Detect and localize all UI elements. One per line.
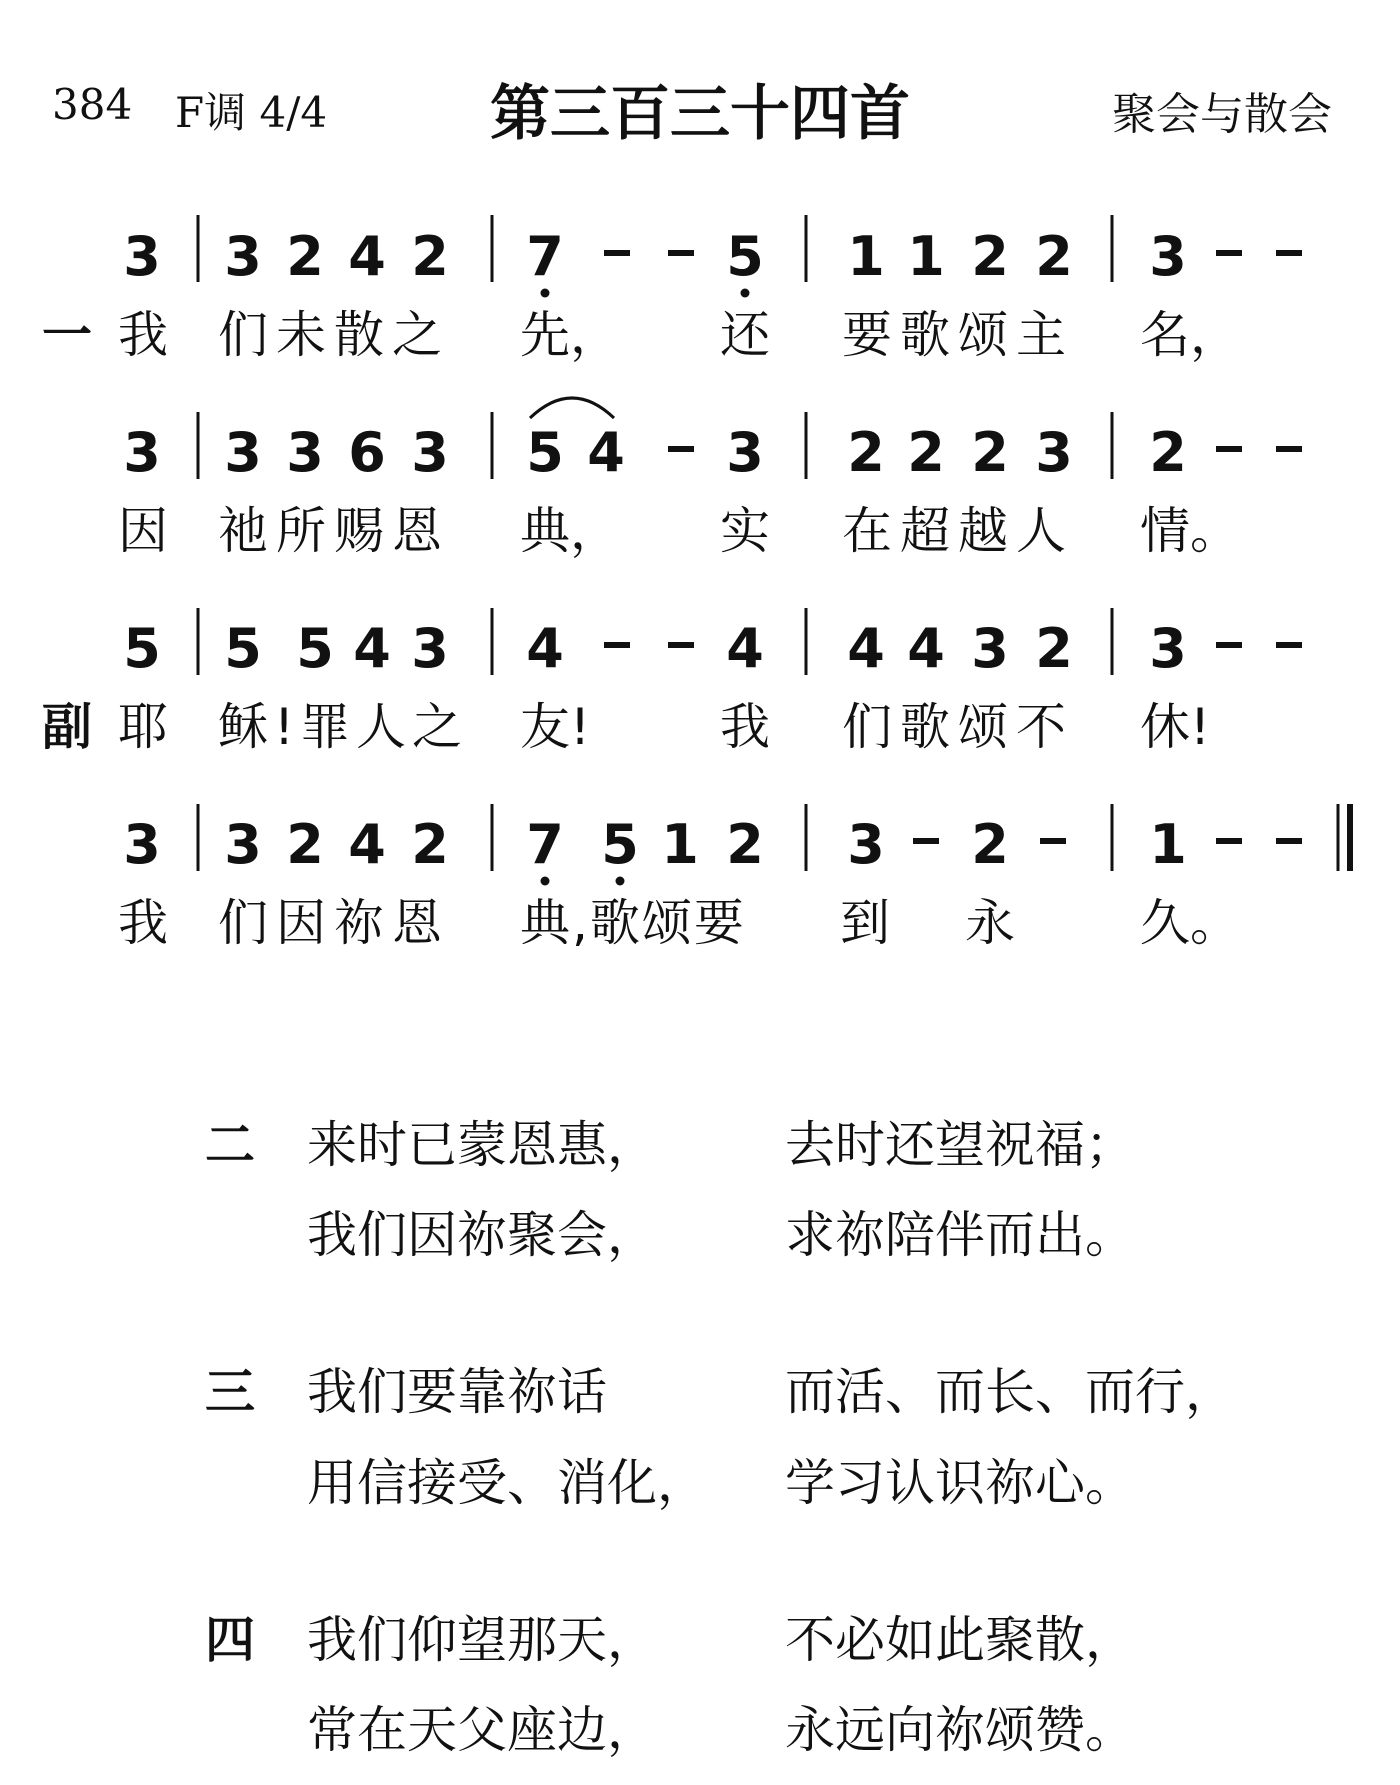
category-label: 聚会与散会 xyxy=(1112,89,1332,140)
verse-line: 求祢陪伴而出。 xyxy=(785,1206,1135,1264)
verse-line: 我们因祢聚会， xyxy=(307,1206,657,1264)
lyric: 们未散之 xyxy=(218,306,450,364)
verse-line: 常在天父座边， xyxy=(307,1701,657,1759)
hymn-title: 第三百三十四首 xyxy=(490,79,910,149)
verse-number: 四 xyxy=(205,1611,255,1669)
note: 2 xyxy=(971,225,1009,288)
note: 4 xyxy=(348,225,386,288)
note: 5 xyxy=(526,421,564,484)
lyric: 我 xyxy=(118,894,168,952)
lyric: 们因祢恩 xyxy=(218,894,450,952)
lyric-row-1 xyxy=(42,306,1240,364)
low-octave-dot xyxy=(541,289,550,298)
verse-label: 一 xyxy=(42,306,92,364)
verse-line: 我们要靠祢话 xyxy=(307,1363,607,1421)
note: 3 xyxy=(123,421,161,484)
lyric: 永 xyxy=(965,894,1015,952)
note: 5 xyxy=(726,225,764,288)
note: 3 xyxy=(1149,225,1187,288)
note: 3 xyxy=(224,813,262,876)
note: 7 xyxy=(526,225,564,288)
slur-mark xyxy=(530,398,614,418)
lyric: 先， xyxy=(520,306,620,364)
note: 2 xyxy=(726,813,764,876)
hold-dash xyxy=(604,250,630,256)
hold-dash xyxy=(668,250,694,256)
note: 1 xyxy=(661,813,699,876)
lyric: 名， xyxy=(1140,306,1240,364)
note: 2 xyxy=(411,813,449,876)
note: 2 xyxy=(1149,421,1187,484)
lyric: 们歌颂不 xyxy=(842,698,1074,756)
hold-dash xyxy=(1216,446,1242,452)
hold-dash xyxy=(1216,642,1242,648)
hold-dash xyxy=(1276,642,1302,648)
note: 4 xyxy=(907,617,945,680)
lyric: 典， xyxy=(520,502,620,560)
note: 4 xyxy=(587,421,625,484)
verse-number: 二 xyxy=(205,1116,255,1174)
lyric: 我 xyxy=(118,306,168,364)
note: 3 xyxy=(1149,617,1187,680)
lyric: 还 xyxy=(720,306,770,364)
hold-dash xyxy=(604,642,630,648)
verse-line: 去时还望祝福； xyxy=(785,1116,1135,1174)
lyric: 稣!罪人之 xyxy=(218,698,469,756)
lyric: 要歌颂主 xyxy=(842,306,1074,364)
low-octave-dot xyxy=(616,877,625,886)
verse-line: 来时已蒙恩惠， xyxy=(307,1116,657,1174)
verse-line: 而活、而长、而行， xyxy=(785,1363,1235,1421)
hold-dash xyxy=(1040,838,1066,844)
note: 4 xyxy=(353,617,391,680)
note: 2 xyxy=(1035,225,1073,288)
low-octave-dot xyxy=(741,289,750,298)
lyric: 休! xyxy=(1140,698,1211,756)
low-octave-dot xyxy=(541,877,550,886)
verse-line: 用信接受、消化， xyxy=(307,1454,707,1512)
hold-dash xyxy=(668,642,694,648)
lyric-row-3 xyxy=(42,698,1210,756)
note: 1 xyxy=(1149,813,1187,876)
verse-line: 永远向祢颂赞。 xyxy=(785,1701,1135,1759)
hold-dash xyxy=(1216,250,1242,256)
note: 3 xyxy=(847,813,885,876)
lyric: 久。 xyxy=(1140,894,1240,952)
hold-dash xyxy=(913,838,939,844)
note: 3 xyxy=(224,421,262,484)
hold-dash xyxy=(1216,838,1242,844)
key-meter: F调 4/4 xyxy=(175,88,328,137)
note: 3 xyxy=(123,813,161,876)
note: 2 xyxy=(971,421,1009,484)
score-row-3 xyxy=(123,608,1302,680)
note: 4 xyxy=(526,617,564,680)
note: 3 xyxy=(411,421,449,484)
score-row-4 xyxy=(123,804,1350,886)
note: 4 xyxy=(847,617,885,680)
note: 4 xyxy=(726,617,764,680)
score-row-2 xyxy=(123,398,1302,484)
note: 3 xyxy=(726,421,764,484)
hymn-number: 384 xyxy=(52,80,133,129)
note: 2 xyxy=(411,225,449,288)
note: 5 xyxy=(601,813,639,876)
score-row-1 xyxy=(123,215,1302,298)
lyric: 我 xyxy=(720,698,770,756)
lyric: 实 xyxy=(720,502,770,560)
note: 3 xyxy=(971,617,1009,680)
note: 3 xyxy=(1035,421,1073,484)
note: 6 xyxy=(348,421,386,484)
note: 3 xyxy=(411,617,449,680)
note: 2 xyxy=(286,225,324,288)
note: 5 xyxy=(296,617,334,680)
note: 2 xyxy=(907,421,945,484)
lyric: 耶 xyxy=(118,698,168,756)
note: 1 xyxy=(907,225,945,288)
note: 1 xyxy=(847,225,885,288)
note: 7 xyxy=(526,813,564,876)
lyric: 情。 xyxy=(1140,502,1240,560)
hold-dash xyxy=(1276,446,1302,452)
note: 2 xyxy=(1035,617,1073,680)
note: 5 xyxy=(224,617,262,680)
lyric: 因 xyxy=(118,502,168,560)
hold-dash xyxy=(1276,838,1302,844)
lyric-row-4 xyxy=(118,894,1240,952)
chorus-label: 副 xyxy=(42,698,92,756)
lyric: 祂所赐恩 xyxy=(218,502,450,560)
lyric-row-2 xyxy=(118,502,1240,560)
verse-number: 三 xyxy=(205,1363,255,1421)
note: 2 xyxy=(847,421,885,484)
note: 4 xyxy=(348,813,386,876)
lyric: 友! xyxy=(520,698,591,756)
lyric: 典,歌颂要 xyxy=(520,894,746,952)
note: 2 xyxy=(286,813,324,876)
note: 5 xyxy=(123,617,161,680)
verse-line: 学习认识祢心。 xyxy=(785,1454,1135,1512)
verse-line: 不必如此聚散， xyxy=(785,1611,1135,1669)
note: 3 xyxy=(286,421,324,484)
lyric: 在超越人 xyxy=(842,502,1074,560)
hold-dash xyxy=(668,446,694,452)
note: 3 xyxy=(224,225,262,288)
hold-dash xyxy=(1276,250,1302,256)
verse-line: 我们仰望那天， xyxy=(307,1611,657,1669)
note: 2 xyxy=(971,813,1009,876)
note: 3 xyxy=(123,225,161,288)
lyric: 到 xyxy=(840,894,890,952)
